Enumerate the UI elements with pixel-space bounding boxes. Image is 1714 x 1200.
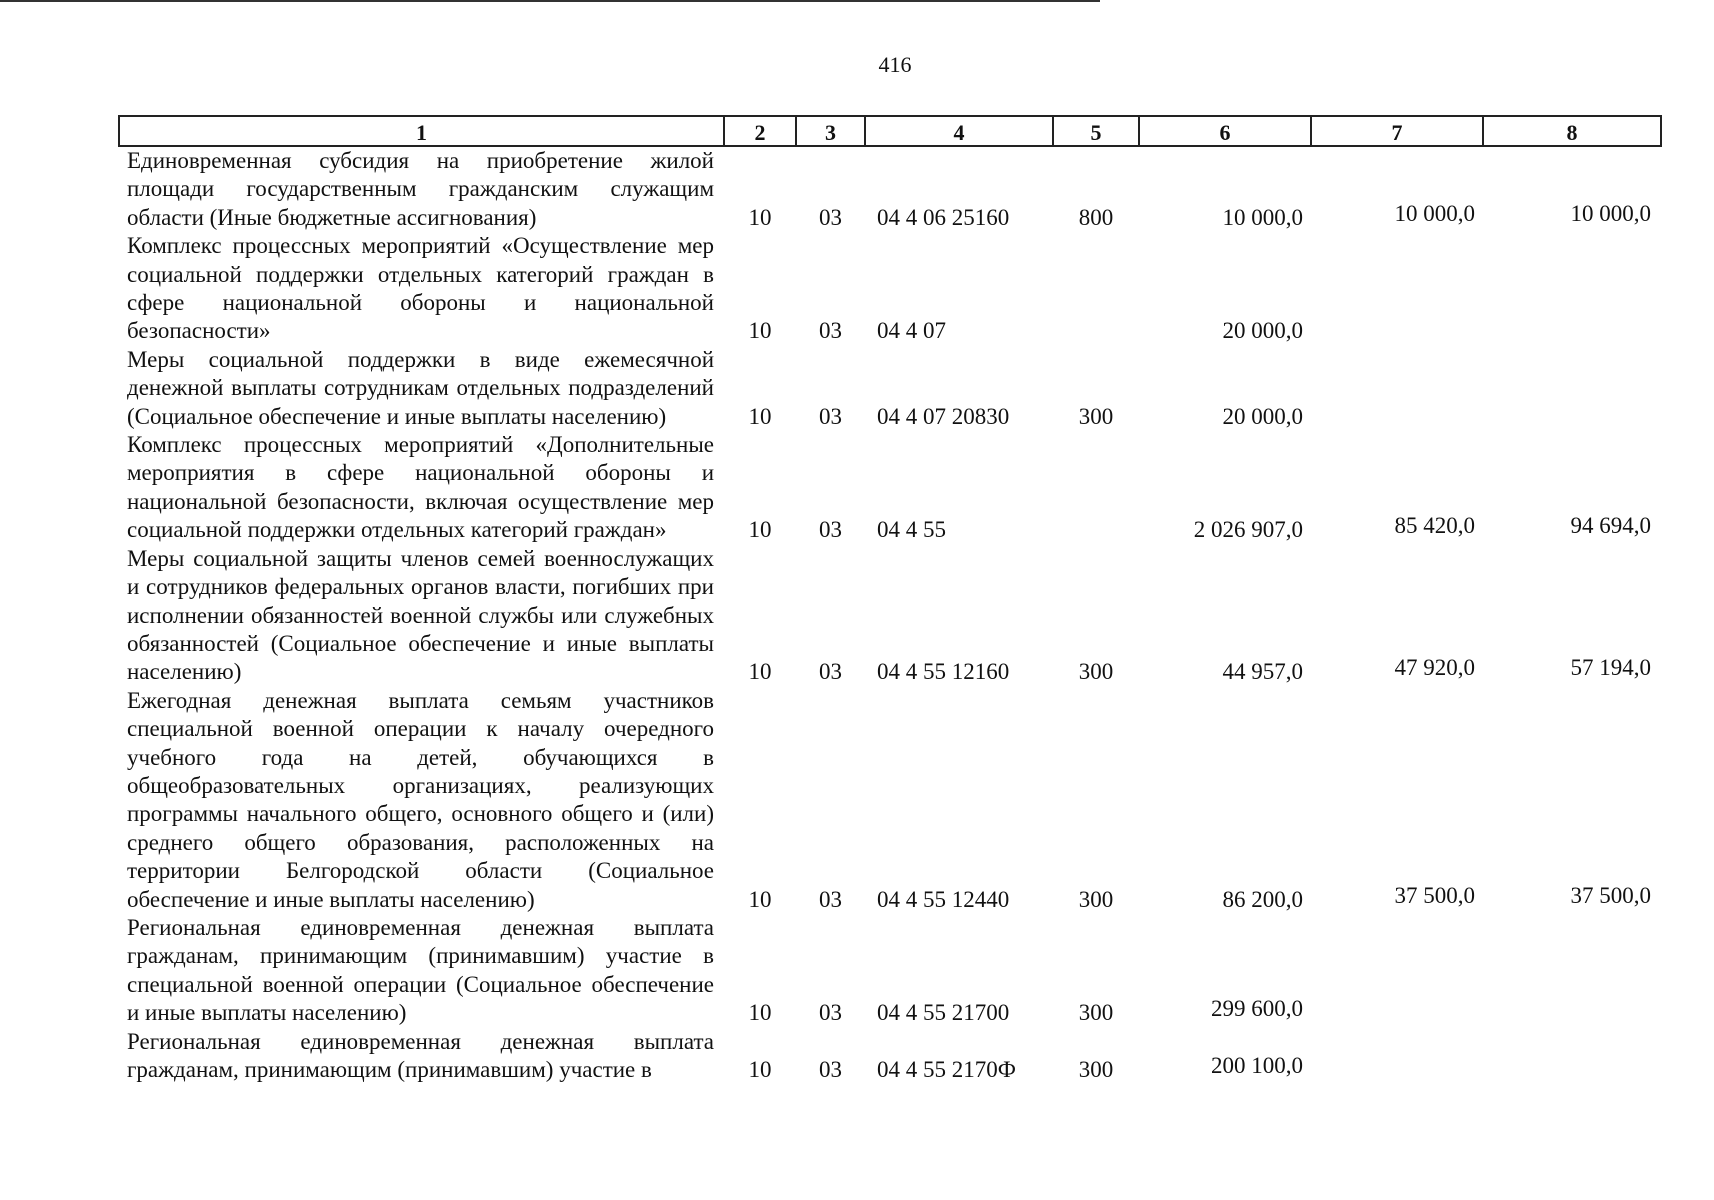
row-subsection: 03 (819, 204, 842, 230)
row-subsection: 03 (819, 1000, 842, 1026)
column-header-1: 1 (119, 116, 724, 146)
row-amount-3 (1483, 346, 1661, 431)
row-description: Единовременная субсидия на приобретение жилой площади государственным гражданским служащим области (Иные бюджетные ассигнования) (127, 148, 714, 230)
row-amount-3 (1483, 687, 1661, 914)
row-amount-2 (1311, 914, 1483, 1028)
row-amount-1-value: 200 100,0 (1211, 1053, 1303, 1078)
row-amount-3-value: 10 000,0 (1570, 200, 1651, 226)
row-description: Ежегодная денежная выплата семьям участников специальной военной операции к началу очередного учебного года на детей, обучающихся в общеобразовательных организациях, реализующих программы начального общего, основного общего и (или) среднего общего образования, расположенных на территории Белгородской области (Социальное обеспечение и иные выплаты населению) (127, 687, 714, 912)
table-row (119, 914, 1661, 1028)
column-header-7: 7 (1311, 116, 1483, 146)
row-amount-1: 20 000,0 (1222, 318, 1303, 344)
row-target-article: 04 4 55 12440 (877, 886, 1010, 912)
row-expense-type: 300 (1078, 1000, 1114, 1026)
row-description: Меры социальной поддержки в виде ежемесячной денежной выплаты сотрудникам отдельных подразделений (Социальное обеспечение и иные выплаты населению) (127, 346, 714, 429)
table-row (119, 431, 1661, 545)
budget-table (118, 115, 1662, 1084)
row-amount-1: 10 000,0 (1222, 204, 1303, 230)
row-subsection: 03 (819, 517, 842, 543)
row-amount-2 (1311, 232, 1483, 346)
row-description: Комплекс процессных мероприятий «Осуществление мер социальной поддержки отдельных категорий граждан в сфере национальной обороны и национальной безопасности» (127, 233, 714, 344)
row-expense-type: 300 (1078, 1057, 1114, 1082)
column-header-2: 2 (724, 116, 796, 146)
row-section: 10 (748, 403, 772, 429)
row-amount-1: 2 026 907,0 (1193, 517, 1303, 543)
row-target-article: 04 4 55 12160 (877, 659, 1010, 685)
row-amount-3 (1483, 146, 1661, 232)
page-number: 416 (878, 52, 912, 77)
row-amount-1 (1139, 1028, 1311, 1085)
row-amount-3 (1483, 431, 1661, 545)
row-expense-type: 300 (1078, 886, 1114, 912)
table-row (119, 687, 1661, 914)
column-header-4: 4 (865, 116, 1053, 146)
row-section: 10 (748, 204, 772, 230)
row-section: 10 (748, 659, 772, 685)
row-amount-2 (1311, 346, 1483, 431)
row-amount-1-value: 299 600,0 (1211, 996, 1303, 1022)
row-section: 10 (748, 517, 772, 543)
table-row (119, 146, 1661, 232)
row-amount-2-value: 85 420,0 (1394, 513, 1475, 539)
row-subsection: 03 (819, 318, 842, 344)
row-amount-2-value: 37 500,0 (1394, 882, 1475, 908)
row-amount-2-value: 10 000,0 (1394, 200, 1475, 226)
table-row (119, 545, 1661, 687)
row-subsection: 03 (819, 403, 842, 429)
row-description: Комплекс процессных мероприятий «Дополнительные мероприятия в сфере национальной обороны и национальной безопасности, включая осуществление мер социальной поддержки отдельных категорий граждан» (127, 432, 714, 543)
row-amount-2 (1311, 545, 1483, 687)
row-amount-3-value: 57 194,0 (1570, 655, 1651, 681)
row-amount-3-value: 37 500,0 (1570, 882, 1651, 908)
row-target-article: 04 4 07 20830 (877, 403, 1010, 429)
row-section: 10 (748, 318, 772, 344)
row-amount-3 (1483, 914, 1661, 1028)
row-amount-1: 86 200,0 (1222, 886, 1303, 912)
row-amount-1: 20 000,0 (1222, 403, 1303, 429)
column-header-5: 5 (1053, 116, 1139, 146)
row-amount-1: 44 957,0 (1222, 659, 1303, 685)
table-row (119, 346, 1661, 431)
row-subsection: 03 (819, 886, 842, 912)
row-amount-2 (1311, 687, 1483, 914)
table-row (119, 232, 1661, 346)
row-expense-type: 800 (1078, 204, 1114, 230)
row-subsection: 03 (819, 659, 842, 685)
row-amount-2 (1311, 1028, 1483, 1085)
row-target-article: 04 4 55 (877, 517, 946, 543)
row-amount-3 (1483, 545, 1661, 687)
row-description: Региональная единовременная денежная выплата гражданам, принимающим (принимавшим) участие в (127, 1028, 714, 1082)
row-amount-2-value: 47 920,0 (1394, 655, 1475, 681)
row-amount-3 (1483, 1028, 1661, 1085)
top-rule (0, 0, 1100, 2)
row-amount-3-value: 94 694,0 (1570, 513, 1651, 539)
row-amount-1 (1139, 914, 1311, 1028)
row-section: 10 (748, 1057, 772, 1082)
row-amount-2 (1311, 431, 1483, 545)
row-description: Региональная единовременная денежная выплата гражданам, принимающим (принимавшим) участие в специальной военной операции (Социальное обеспечение и иные выплаты населению) (127, 914, 714, 1026)
row-target-article: 04 4 55 21700 (877, 1000, 1010, 1026)
row-amount-2 (1311, 146, 1483, 232)
row-section: 10 (748, 886, 772, 912)
row-section: 10 (748, 1000, 772, 1026)
row-target-article: 04 4 55 2170Ф (877, 1057, 1016, 1082)
row-target-article: 04 4 07 (877, 318, 946, 344)
row-expense-type: 300 (1078, 659, 1114, 685)
row-target-article: 04 4 06 25160 (877, 204, 1010, 230)
row-expense-type: 300 (1078, 403, 1114, 429)
row-expense-type (1053, 232, 1139, 346)
row-expense-type (1053, 431, 1139, 545)
row-description: Меры социальной защиты членов семей военнослужащих и сотрудников федеральных органов власти, погибших при исполнении обязанностей военной службы или служебных обязанностей (Социальное обеспечение и иные выплаты населению) (127, 545, 714, 685)
row-amount-3 (1483, 232, 1661, 346)
table-header-row (119, 116, 1661, 146)
column-header-3: 3 (796, 116, 865, 146)
row-subsection: 03 (819, 1057, 842, 1082)
column-header-6: 6 (1139, 116, 1311, 146)
table-row (119, 1028, 1661, 1085)
column-header-8: 8 (1483, 116, 1661, 146)
